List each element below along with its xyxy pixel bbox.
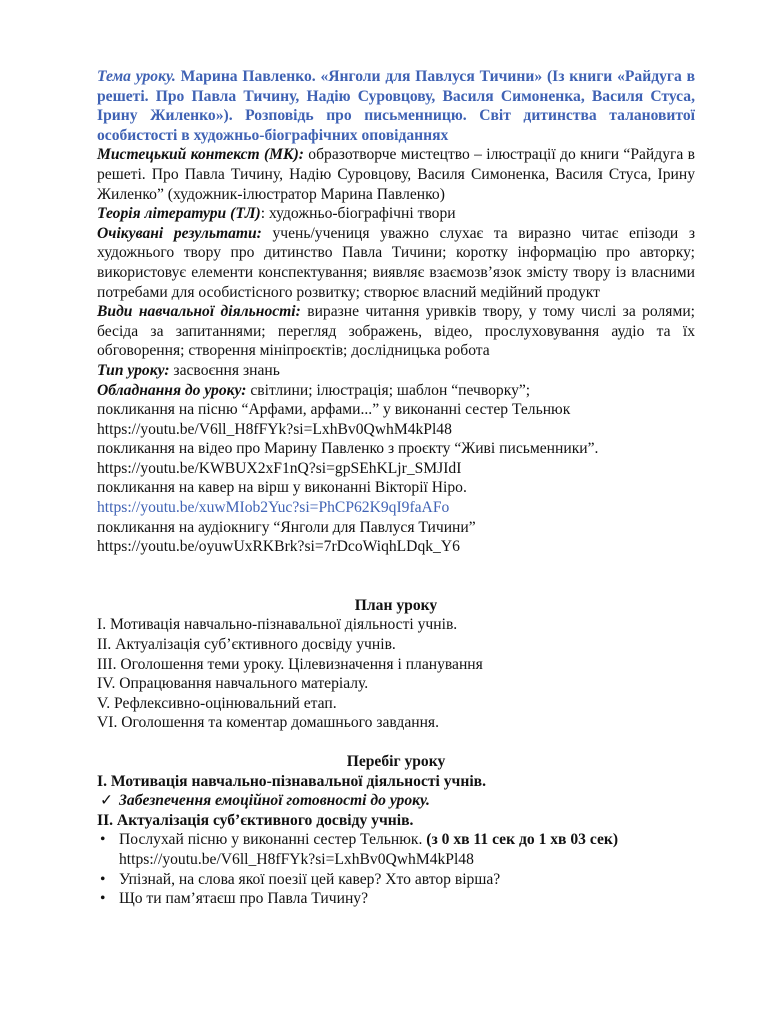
lesson-topic [97,67,695,145]
check-icon: ✓ [100,792,114,810]
type-text: засвоєння знань [169,361,280,379]
bullet-icon: • [100,890,106,908]
section-1-list [97,791,695,811]
emotional-readiness: Забезпечення емоційної готовності до уроку. [119,792,430,810]
section-2-title: II. Актуалізація суб’єктивного досвіду учнів. [97,811,414,829]
results-text: учень/учениця уважно слухає та виразно читає епізоди з художнього твору про дитинство Павла Тичини; коротку інформацію про авторку; використовує елементи конспектування; виявляє взаємозв’язок змісту твору із власними потребами для особистісного розвитку; створює власний медійний продукт [97,224,695,301]
bullet-icon: • [100,831,106,849]
equipment-text: світлини; ілюстрація; шаблон “печворку”; [246,381,531,399]
list-item [97,870,695,890]
plan-item: V. Рефлексивно-оцінювальний етап. [97,694,337,712]
equipment-label: Обладнання до уроку: [97,381,247,399]
art-context-text: образотворче мистецтво – ілюстрації до книги “Райдуга в решеті. Про Павла Тичину, Надію Суровцову, Василя Симоненка, Василя Стуса, Ірину Жиленко” (художник-ілюстратор Марина Павленко) [97,146,695,203]
plan-item: II. Актуалізація суб’єктивного досвіду учнів. [97,636,396,654]
theory-label: Теорія літератури (ТЛ) [97,205,261,223]
cover-link[interactable]: https://youtu.be/xuwMIob2Yuc?si=PhCP62K9qI9faAFo [97,499,450,517]
link-caption: покликання на пісню “Арфами, арфами...” у виконанні сестер Тельнюк [97,401,571,419]
list-item [97,889,695,909]
spacer [97,557,695,596]
literature-theory [97,204,695,224]
audiobook-link[interactable]: https://youtu.be/oyuwUxRKBrk?si=7rDcoWiqhLDqk_Y6 [97,538,460,556]
topic-label: Тема уроку. [97,68,176,85]
list-item [97,791,695,811]
plan-item: I. Мотивація навчально-пізнавальної діяльності учнів. [97,616,458,634]
song-link[interactable]: https://youtu.be/V6ll_H8fFYk?si=LxhBv0QwhM4kPl48 [97,420,452,438]
link-caption: покликання на відео про Марину Павленко з проєкту “Живі письменники”. [97,440,599,458]
spacer [97,733,695,752]
lesson-document [97,67,695,909]
section-2-list [97,830,695,908]
bullet-3-text: Що ти пам’ятаєш про Павла Тичину? [119,890,369,908]
theory-text: : художньо-біографічні твори [260,205,456,223]
art-context-label: Мистецький контекст (МК): [97,146,304,164]
bullet-1-link[interactable]: https://youtu.be/V6ll_H8fFYk?si=LxhBv0QwhM4kPl48 [119,850,474,868]
learning-activities [97,302,695,361]
expected-results [97,224,695,302]
lesson-equipment [97,381,695,401]
course-title: Перебіг уроку [346,753,446,770]
plan-item: VI. Оголошення та коментар домашнього завдання. [97,714,439,732]
plan-item: III. Оголошення теми уроку. Цілевизначення і планування [97,655,483,673]
link-caption: покликання на аудіокнигу “Янголи для Павлуся Тичини” [97,518,476,536]
video-link[interactable]: https://youtu.be/KWBUX2xF1nQ?si=gpSEhKLjr_SMJIdI [97,459,462,477]
art-context [97,145,695,204]
bullet-2-text: Упізнай, на слова якої поезії цей кавер? Хто автор вірша? [119,870,501,888]
link-caption: покликання на кавер на вірш у виконанні Вікторії Ніро. [97,479,467,497]
lesson-type [97,361,695,381]
bullet-icon: • [100,870,106,888]
activities-text: виразне читання уривків твору, у тому числі за ролями; бесіда за запитаннями; перегляд зображень, відео, прослуховування аудіо та їх обговорення; створення мініпроєктів; дослідницька робота [97,303,696,360]
plan-title: План уроку [354,596,438,614]
results-label: Очікувані результати: [97,224,262,242]
bullet-1-text: Послухай пісню у виконанні сестер Тельнюк. [119,831,427,849]
bullet-1-time: (з 0 хв 11 сек до 1 хв 03 сек) [426,831,619,849]
list-item [97,830,695,869]
type-label: Тип уроку: [97,361,170,379]
plan-item: IV. Опрацювання навчального матеріалу. [97,675,369,693]
topic-text: Марина Павленко. «Янголи для Павлуся Тичини» (Із книги «Райдуга в решеті. Про Павла Тичину, Надію Суровцову, Василя Симоненка, Василя Стуса, Ірину Жиленко»). Розповідь про письменницю. Світ дитинства талановитої особистості в художньо-біографічних оповіданнях [97,68,695,144]
section-1-title: I. Мотивація навчально-пізнавальної діяльності учнів. [97,772,486,790]
activities-label: Види навчальної діяльності: [97,303,301,321]
